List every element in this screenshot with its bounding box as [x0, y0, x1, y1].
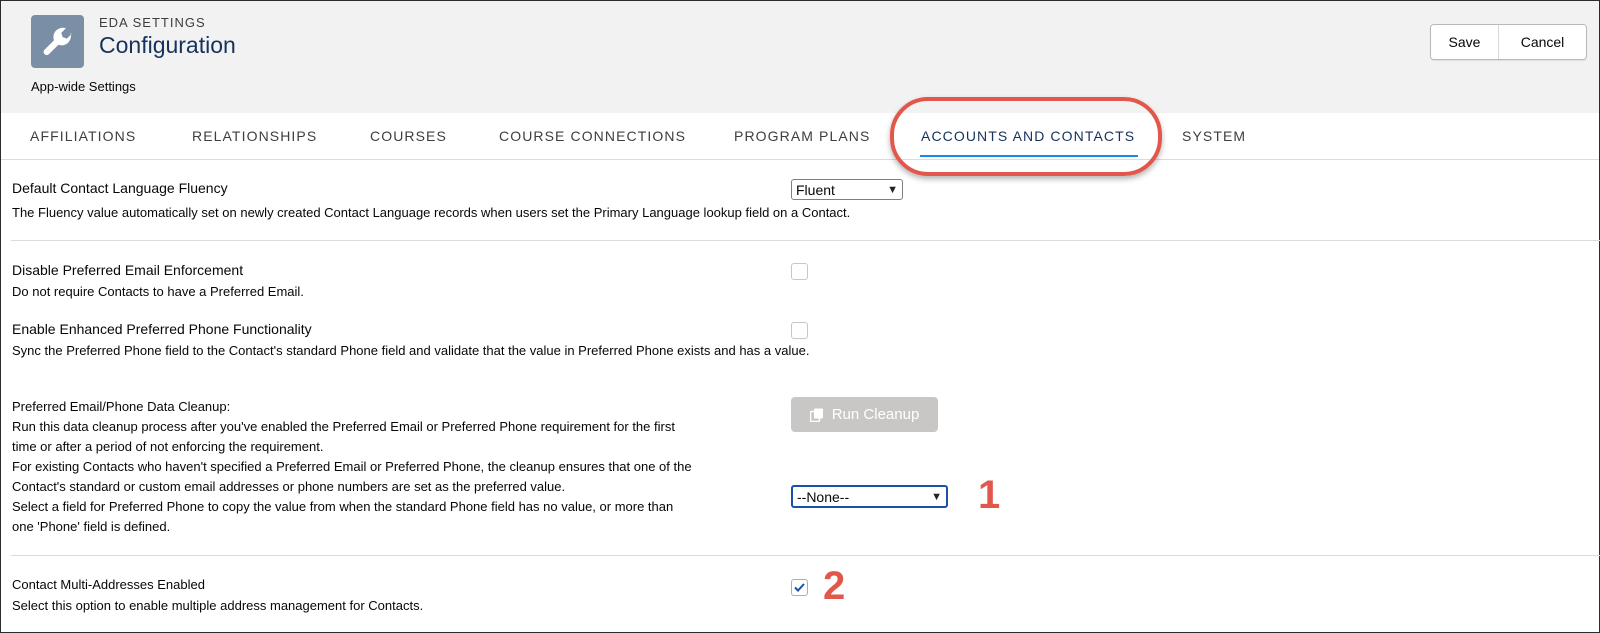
- disable-email-help: Do not require Contacts to have a Preferred Email.: [12, 284, 304, 299]
- tab-system[interactable]: SYSTEM: [1182, 128, 1247, 144]
- enhanced-phone-checkbox[interactable]: [791, 322, 808, 339]
- settings-tabs: [1, 113, 1599, 160]
- cleanup-help-line: For existing Contacts who haven't specified a Preferred Email or Preferred Phone, the cleanup ensures that one of the: [12, 459, 692, 474]
- preferred-phone-select[interactable]: [791, 485, 948, 508]
- section-divider: [11, 555, 1600, 556]
- disable-email-checkbox[interactable]: [791, 263, 808, 280]
- multi-address-label: Contact Multi-Addresses Enabled: [12, 577, 205, 592]
- cancel-button[interactable]: Cancel: [1498, 25, 1586, 59]
- page-eyebrow: EDA SETTINGS: [99, 15, 206, 30]
- cleanup-help-line: time or after a period of not enforcing the requirement.: [12, 439, 324, 454]
- checkmark-icon: [794, 583, 805, 592]
- enhanced-phone-label: Enable Enhanced Preferred Phone Functionality: [12, 321, 312, 337]
- active-tab-indicator: [920, 155, 1138, 157]
- tab-affiliations[interactable]: AFFILIATIONS: [30, 128, 137, 144]
- enhanced-phone-help: Sync the Preferred Phone field to the Contact's standard Phone field and validate that the value in Preferred Phone exists and has a value.: [12, 343, 810, 358]
- run-cleanup-label: Run Cleanup: [831, 406, 920, 423]
- section-divider: [11, 240, 1600, 241]
- tab-relationships[interactable]: RELATIONSHIPS: [192, 128, 318, 144]
- tab-accounts-and-contacts[interactable]: ACCOUNTS AND CONTACTS: [921, 128, 1136, 144]
- tab-program-plans[interactable]: PROGRAM PLANS: [734, 128, 871, 144]
- multi-address-help: Select this option to enable multiple address management for Contacts.: [12, 598, 424, 613]
- header-button-group: [1430, 24, 1587, 60]
- callout-number-two: 2: [823, 564, 846, 608]
- disable-email-label: Disable Preferred Email Enforcement: [12, 262, 244, 278]
- cleanup-help-line: Contact's standard or custom email addresses or phone numbers are set as the preferred value.: [12, 479, 566, 494]
- tab-courses[interactable]: COURSES: [370, 128, 447, 144]
- save-button[interactable]: Save: [1431, 25, 1498, 59]
- run-cleanup-button[interactable]: [791, 397, 938, 432]
- callout-number-one: 1: [978, 473, 1001, 517]
- fluency-help: The Fluency value automatically set on newly created Contact Language records when users set the Primary Language lookup field on a Contact.: [12, 205, 851, 220]
- multi-address-checkbox[interactable]: [791, 579, 808, 596]
- page-header: [1, 1, 1599, 113]
- copy-icon: [810, 408, 824, 422]
- chevron-down-icon: ▼: [887, 183, 898, 196]
- cleanup-help-line: Select a field for Preferred Phone to copy the value from when the standard Phone field has no value, or more than: [12, 499, 674, 514]
- fluency-label: Default Contact Language Fluency: [12, 180, 228, 196]
- wrench-icon: [31, 15, 84, 68]
- cleanup-title: Preferred Email/Phone Data Cleanup:: [12, 399, 231, 414]
- page-title: Configuration: [99, 32, 236, 58]
- tab-course-connections[interactable]: COURSE CONNECTIONS: [499, 128, 687, 144]
- fluency-select-value: Fluent: [796, 181, 835, 198]
- fluency-select[interactable]: [791, 179, 903, 200]
- chevron-down-icon: ▼: [931, 490, 942, 503]
- cleanup-help-line: Run this data cleanup process after you've enabled the Preferred Email or Preferred Phone requirement for the first: [12, 419, 675, 434]
- cleanup-help-line: one 'Phone' field is defined.: [12, 519, 171, 534]
- preferred-phone-select-value: --None--: [797, 488, 850, 505]
- page-subtitle: App-wide Settings: [31, 79, 136, 94]
